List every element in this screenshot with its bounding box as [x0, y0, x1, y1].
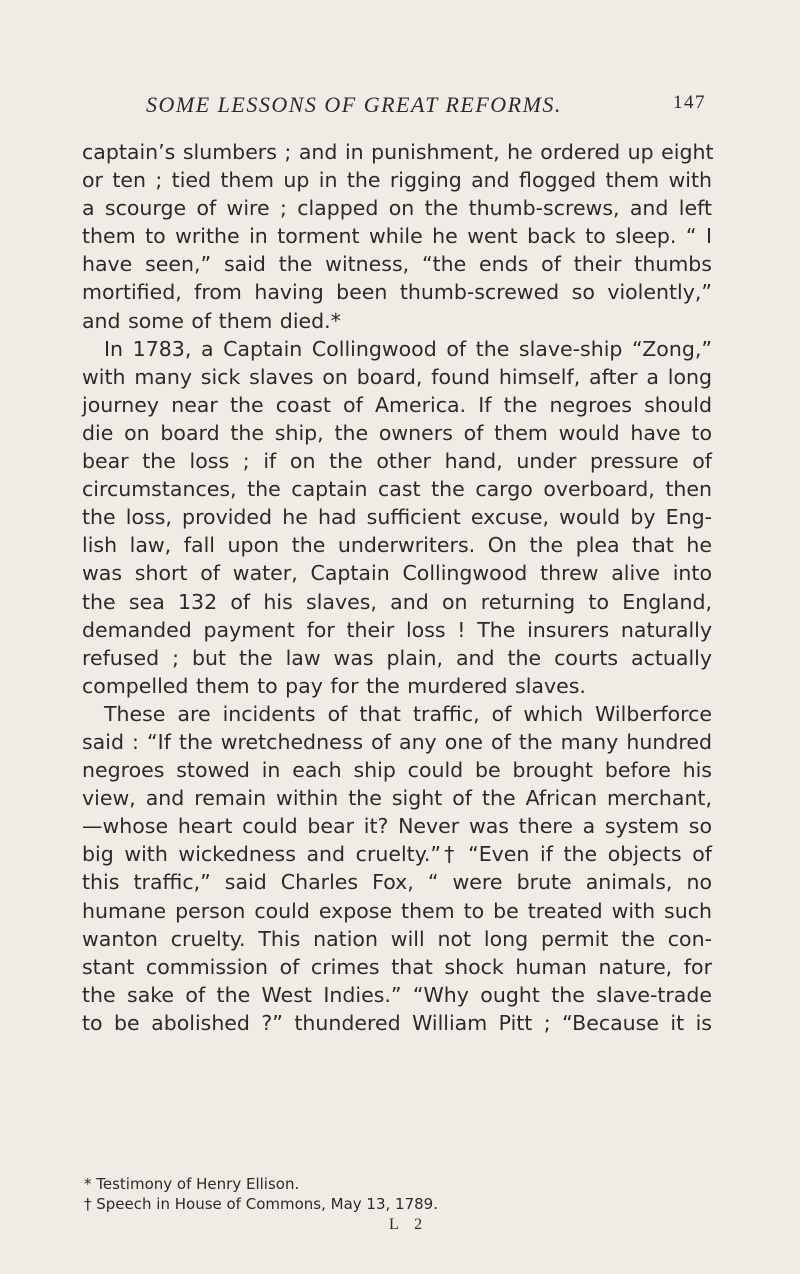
text-line: In 1783, a Captain Collingwood of the slave-ship “Zong,” — [104, 336, 712, 361]
footnote: * Testimony of Henry Ellison. — [84, 1175, 300, 1193]
signature-mark: L 2 — [389, 1216, 429, 1233]
text-line: have seen,” said the witness, “the ends of their thumbs — [82, 252, 712, 277]
text-line: circumstances, the captain cast the cargo overboard, then — [82, 477, 712, 502]
running-head — [146, 92, 706, 118]
footnotes — [82, 1174, 702, 1214]
text-line: captain’s slumbers ; and in punishment, he ordered up eight — [82, 140, 714, 164]
text-line: negroes stowed in each ship could be brought before his — [82, 758, 712, 783]
text-line: demanded payment for their loss ! The insurers naturally — [82, 617, 712, 642]
text-line: big with wickedness and cruelty.”† “Even if the objects of — [82, 842, 712, 867]
text-line: view, and remain within the sight of the African merchant, — [82, 786, 712, 811]
text-line: the sake of the West Indies.” “Why ought the slave-trade — [82, 982, 712, 1007]
text-line: die on board the ship, the owners of them would have to — [82, 420, 712, 445]
text-line: mortified, from having been thumb-screwed so violently,” — [82, 280, 712, 305]
text-line: journey near the coast of America. If the negroes should — [82, 392, 712, 417]
text-line: —whose heart could bear it? Never was there a system so — [82, 814, 712, 839]
text-line: the loss, provided he had sufficient excuse, would by Eng- — [82, 505, 712, 530]
text-line: them to writhe in torment while he went back to sleep. “ I — [82, 224, 712, 249]
text-line: said : “If the wretchedness of any one of the many hundred — [82, 729, 712, 754]
text-line: lish law, fall upon the underwriters. On the plea that he — [82, 533, 712, 558]
text-line: with many sick slaves on board, found himself, after a long — [82, 364, 712, 389]
text-line: wanton cruelty. This nation will not long permit the con- — [82, 926, 712, 951]
text-line: refused ; but the law was plain, and the courts actually — [82, 645, 712, 670]
text-line: bear the loss ; if on the other hand, under pressure of — [82, 449, 712, 474]
text-line: this traffic,” said Charles Fox, “ were brute animals, no — [82, 870, 712, 895]
text-line: and some of them died.* — [82, 308, 341, 333]
text-line: a scourge of wire ; clapped on the thumb-screws, and left — [82, 196, 712, 221]
text-line: was short of water, Captain Collingwood threw alive into — [82, 561, 712, 586]
body-text — [82, 138, 712, 1037]
text-line: or ten ; tied them up in the rigging and flogged them with — [82, 168, 712, 193]
text-line: the sea 132 of his slaves, and on returning to England, — [82, 589, 712, 614]
text-line: compelled them to pay for the murdered slaves. — [82, 673, 586, 698]
page-number: 147 — [673, 92, 706, 113]
text-line: These are incidents of that traffic, of which Wilberforce — [104, 701, 712, 726]
text-line: humane person could expose them to be treated with such — [82, 898, 712, 923]
footnote: † Speech in House of Commons, May 13, 1789. — [84, 1195, 438, 1213]
text-line: stant commission of crimes that shock human nature, for — [82, 954, 712, 979]
running-head-title: SOME LESSONS OF GREAT REFORMS. — [146, 92, 562, 117]
text-line: to be abolished ?” thundered William Pitt ; “Because it is — [82, 1010, 712, 1035]
